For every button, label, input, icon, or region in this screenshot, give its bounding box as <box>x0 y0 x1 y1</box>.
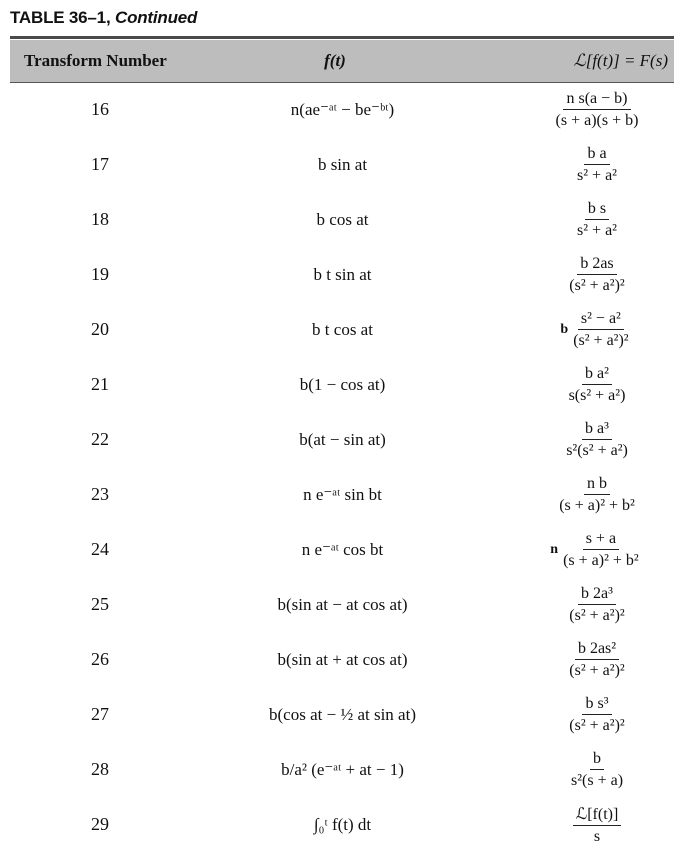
transform-number: 22 <box>91 429 109 449</box>
numerator: ℒ[f(t)] <box>573 804 622 826</box>
laplace-transform <box>525 467 667 522</box>
time-function: n e⁻ᵃᵗ cos bt <box>301 540 384 559</box>
transform-number: 25 <box>91 594 109 614</box>
denominator: s <box>593 827 601 845</box>
fraction <box>566 695 627 735</box>
fraction <box>566 365 629 405</box>
fraction <box>563 420 631 460</box>
laplace-transform <box>525 412 667 467</box>
fraction <box>570 310 631 350</box>
numerator: s² − a² <box>578 310 624 330</box>
table-header <box>10 40 674 82</box>
denominator: s² + a² <box>577 166 617 184</box>
time-function: b(1 − cos at) <box>299 375 386 394</box>
time-function: n(ae⁻ᵃᵗ − be⁻ᵇᵗ) <box>290 100 395 119</box>
table-row <box>10 302 674 357</box>
denominator: (s + a)² + b² <box>563 551 639 569</box>
table-row <box>10 742 674 797</box>
laplace-transform <box>525 302 667 357</box>
denominator: (s + a)² + b² <box>559 496 635 514</box>
fraction <box>566 640 627 680</box>
transform-number: 26 <box>91 649 109 669</box>
numerator: n s(a − b) <box>563 90 630 110</box>
laplace-transform <box>525 577 667 632</box>
table-row <box>10 357 674 412</box>
laplace-transform <box>525 742 667 797</box>
fraction <box>574 145 620 185</box>
table-caption <box>10 8 197 28</box>
transform-number: 16 <box>91 99 109 119</box>
table-caption-continued: Continued <box>110 8 198 27</box>
time-function: n e⁻ᵃᵗ sin bt <box>303 485 382 504</box>
fraction <box>560 530 642 570</box>
table-row <box>10 467 674 522</box>
coefficient: b <box>560 321 569 337</box>
denominator: (s² + a²)² <box>569 276 625 294</box>
table-row <box>10 247 674 302</box>
denominator: (s² + a²)² <box>569 606 625 624</box>
transform-number: 20 <box>91 319 109 339</box>
time-function: b sin at <box>317 155 368 174</box>
table-row <box>10 412 674 467</box>
header-ft: f(t) <box>324 51 346 70</box>
denominator: s²(s² + a²) <box>566 441 628 459</box>
fraction <box>556 475 638 515</box>
table-caption-label: TABLE 36–1, <box>10 8 111 27</box>
laplace-transform <box>525 687 667 742</box>
numerator: b s³ <box>582 695 611 715</box>
laplace-transform <box>525 357 667 412</box>
laplace-transform <box>525 192 667 247</box>
numerator: b a <box>584 145 609 165</box>
numerator: s + a <box>583 530 619 550</box>
denominator: s²(s + a) <box>570 771 624 789</box>
numerator: b 2a³ <box>578 585 616 605</box>
denominator: (s + a)(s + b) <box>555 111 639 129</box>
denominator: (s² + a²)² <box>569 716 625 734</box>
time-function: b(sin at − at cos at) <box>277 595 408 614</box>
denominator: (s² + a²)² <box>573 331 629 349</box>
denominator: s(s² + a²) <box>568 386 626 404</box>
header-laplace: ℒ[f(t)] = F(s) <box>573 51 668 70</box>
transform-number: 29 <box>91 814 109 834</box>
table-row <box>10 522 674 577</box>
time-function: b t cos at <box>312 320 373 339</box>
laplace-transform <box>525 632 667 687</box>
transform-number: 19 <box>91 264 109 284</box>
time-function: b t sin at <box>313 265 372 284</box>
transform-number: 21 <box>91 374 109 394</box>
coefficient: n <box>550 541 559 557</box>
header-transform-number: Transform Number <box>24 51 167 70</box>
time-function: b(sin at + at cos at) <box>277 650 408 669</box>
transform-number: 27 <box>91 704 109 724</box>
transform-number: 17 <box>91 154 109 174</box>
top-rule <box>10 36 674 39</box>
fraction <box>566 255 627 295</box>
fraction <box>574 200 620 240</box>
numerator: b <box>590 750 604 770</box>
denominator: (s² + a²)² <box>569 661 625 679</box>
laplace-transform <box>525 82 667 137</box>
numerator: b 2as² <box>575 640 619 660</box>
numerator: b s <box>585 200 609 220</box>
table-row <box>10 797 674 852</box>
laplace-transform <box>525 797 667 852</box>
numerator: b 2as <box>577 255 616 275</box>
numerator: n b <box>584 475 610 495</box>
transform-number: 24 <box>91 539 109 559</box>
laplace-transform <box>525 522 667 577</box>
laplace-transform <box>525 247 667 302</box>
fraction <box>566 585 627 625</box>
time-function: b(at − sin at) <box>299 430 386 449</box>
table-row <box>10 577 674 632</box>
time-function: b/a² (e⁻ᵃᵗ + at − 1) <box>281 760 404 779</box>
table-row <box>10 632 674 687</box>
numerator: b a² <box>582 365 612 385</box>
transform-number: 18 <box>91 209 109 229</box>
table-row <box>10 82 674 137</box>
table-row <box>10 192 674 247</box>
numerator: b a³ <box>582 420 612 440</box>
fraction <box>568 750 626 790</box>
time-function: ∫₀ᵗ f(t) dt <box>313 815 372 834</box>
table-row <box>10 687 674 742</box>
table-row <box>10 137 674 192</box>
fraction <box>573 804 622 846</box>
transform-number: 28 <box>91 759 109 779</box>
fraction <box>553 90 642 130</box>
laplace-transform <box>525 137 667 192</box>
transform-number: 23 <box>91 484 109 504</box>
time-function: b cos at <box>316 210 369 229</box>
denominator: s² + a² <box>577 221 617 239</box>
time-function: b(cos at − ½ at sin at) <box>269 705 416 724</box>
